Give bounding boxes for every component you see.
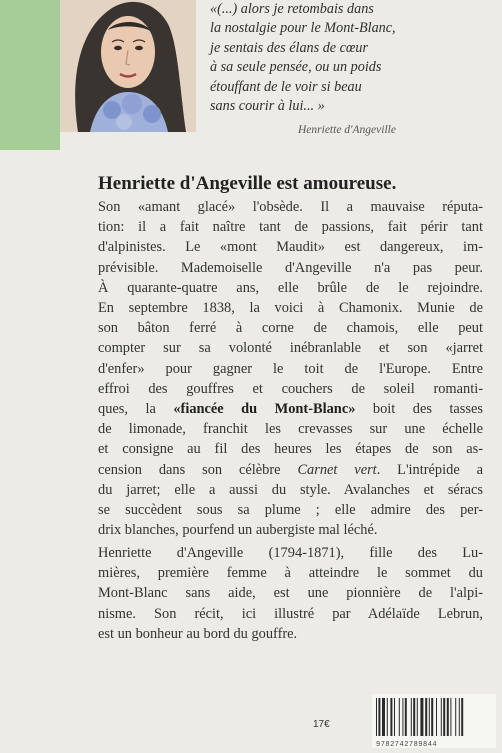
text-line: nisme. Son récit, ici illustré par Adélaïde Lebrun, [98,605,483,622]
barcode-bar [390,698,392,736]
barcode-bar [394,698,395,736]
epigraph-quote [210,0,495,116]
text-line: Henriette d'Angeville (1794-1871), fille des Lu- [98,545,483,561]
text-line: son bâton ferré à corne de chamois, elle peut [98,320,483,337]
barcode-bar [461,698,463,736]
barcode-bar [431,698,433,736]
text-line: et consigne au fil des heures les étapes de son as- [98,441,483,458]
text-line: de limonade, franchit les crevasses sur une échelle [98,421,483,438]
text-fragment: boit des tasses [355,401,483,418]
quote-line: je sentais des élans de cœur [210,39,369,56]
text-line: ques, la «fiancée du Mont-Blanc» boit des tasses [98,401,483,418]
text-line [98,460,483,480]
text-fragment: . L'intrépide a [376,461,483,478]
text-line: Mont-Blanc sans aide, est une pionnière de l'alpi- [98,585,483,602]
text-line: Son «amant glacé» l'obsède. Il a mauvaise réputa- [98,199,483,215]
barcode-bar [425,698,427,736]
text-line: effroi des gouffres et couchers de soleil romanti- [98,380,483,397]
text-line: drix blanches, pourfend un aubergiste mal léché. [98,522,378,539]
quote-line: «(...) alors je retombais dans [210,1,374,17]
barcode-number: 9782742789844 [376,741,438,749]
barcode-bar [411,698,412,736]
green-color-block [0,0,60,150]
text-line: tion: il a fait naître tant de passions, fait périr tant [98,219,483,236]
barcode-bar [420,698,423,736]
price-label: 17€ [313,719,330,730]
barcode-bar [417,698,418,736]
barcode-bar [378,698,380,736]
page-title: Henriette d'Angeville est amoureuse. [98,173,397,194]
barcode-bar [405,698,407,736]
italic-title: Carnet vert [297,461,377,478]
biography-paragraph [98,543,483,644]
text-line: du jarret; elle a aussi du style. Avalanches et séracs [98,481,483,498]
description-paragraph [98,197,483,540]
quote-line: étouffant de le voir si beau [210,78,362,95]
text-line: En septembre 1838, la voici à Chamonix. Munie de [98,300,483,317]
barcode [372,694,496,748]
quote-line: la nostalgie pour le Mont-Blanc, [210,20,396,37]
text-line: À quarante-quatre ans, elle brûle de le rejoindre. [98,279,483,296]
barcode-bar [450,698,451,736]
bold-phrase: fiancée du Mont-Blanc [180,401,349,418]
barcode-bar [376,698,377,736]
text-line: d'alpinistes. Le «mont Maudit» est dangereux, im- [98,239,483,256]
barcode-bar [399,698,400,736]
barcode-bar [413,698,415,736]
quote-line: à sa seule pensée, ou un poids [210,59,382,76]
barcode-bar [382,698,385,736]
barcode-bar [455,698,456,736]
barcode-bar [387,698,388,736]
text-line: se succèdent sous sa plume ; elle admire des per- [98,502,483,519]
barcode-bar [436,698,437,736]
barcode-bars [372,694,496,740]
text-fragment: ques, la [98,401,174,418]
text-line: prévisible. Mademoiselle d'Angeville n'a pas peur. [98,259,483,276]
barcode-bar [441,698,442,736]
barcode-bar [429,698,430,736]
quote-line: sans courir à lui... » [210,98,325,115]
barcode-bar [447,698,449,736]
barcode-bar [402,698,403,736]
barcode-bar [443,698,445,736]
portrait-illustration [60,0,196,132]
text-line: compter sur sa volonté inébranlable et son «jarret [98,340,483,357]
text-line: est un bonheur au bord du gouffre. [98,625,298,642]
text-line: mières, première femme à atteindre le sommet du [98,565,483,582]
text-line: d'enfer» pour gagner le toit de l'Europe. Entre [98,360,483,377]
text-fragment: cension dans son célèbre [98,461,298,478]
quote-attribution: Henriette d'Angeville [298,124,396,136]
barcode-bar [459,698,460,736]
